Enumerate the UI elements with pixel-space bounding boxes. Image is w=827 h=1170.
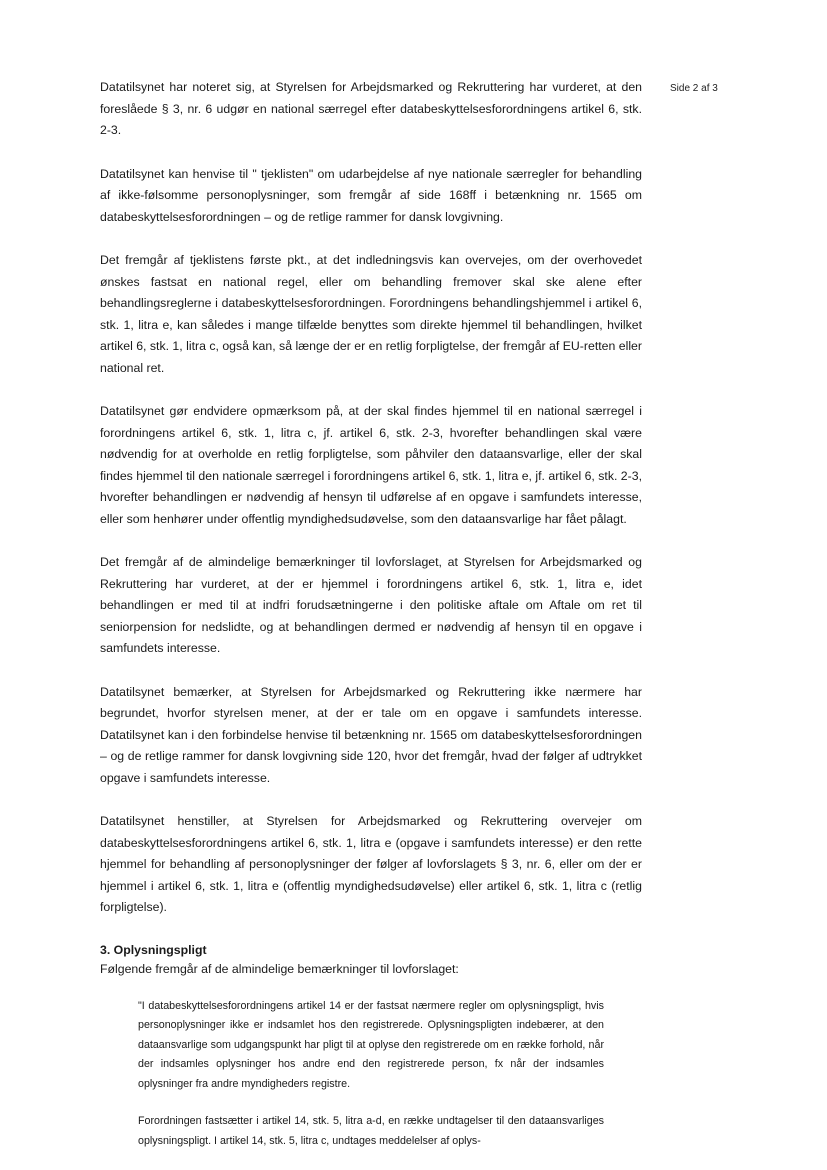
quote-paragraph-1: "I databeskyttelsesforordningens artikel 14 er der fastsat nærmere regler om oplysningspligt, hvis personoplysninger ikke er indsamlet hos den registrerede. Oplysningspligten indebærer, at den dataansvarlige som udgangspunkt har pligt til at oplyse den registrerede om en række forhold, når der indsamles oplysninger hos andre end den registrerede person, fx når der indsamles oplysninger fra andre myndigheders registre.	[138, 999, 604, 1090]
paragraph-5: Det fremgår af de almindelige bemærkninger til lovforslaget, at Styrelsen for Arbejdsmarked og Rekruttering har vurderet, at der er hjemmel i forordningens artikel 6, stk. 1, litra e, idet behandlingen er med til at indfri forudsætningerne i den politiske aftale om Aftale om ret til seniorpension for nedslidte, og at behandlingen dermed er nødvendig af hensyn til en opgave i samfundets interesse.	[100, 555, 642, 655]
section-heading: 3. Oplysningspligt	[100, 942, 207, 957]
quote-paragraph-2: Forordningen fastsætter i artikel 14, stk. 5, litra a-d, en række undtagelser til den dataansvarliges oplysningspligt. I artikel 14, stk. 5, litra c, undtages meddelelser af oplys-	[138, 1115, 604, 1148]
paragraph-1: Datatilsynet har noteret sig, at Styrelsen for Arbejdsmarked og Rekruttering har vurderet, at den foreslåede § 3, nr. 6 udgør en national særregel efter databeskyttelsesforordningens artikel 6, stk. 2-3.	[100, 80, 642, 137]
paragraph-3: Det fremgår af tjeklistens første pkt., at det indledningsvis kan overvejes, om der overhovedet ønskes fastsat en national regel, eller om behandling fremover skal ske alene efter behandlingsreglerne i databeskyttelsesforordningen. Forordningens behandlingshjemmel i artikel 6, stk. 1, litra e, kan således i mange tilfælde benyttes som direkte hjemmel til behandlingen, hvilket artikel 6, stk. 1, litra c, også kan, så længe der er en retlig forpligtelse, der fremgår af EU-retten eller national ret.	[100, 253, 642, 375]
paragraph-6: Datatilsynet bemærker, at Styrelsen for Arbejdsmarked og Rekruttering ikke nærmere har begrundet, hvorfor styrelsen mener, at der er tale om en opgave i samfundets interesse. Datatilsynet kan i den forbindelse henvise til betænkning nr. 1565 om databeskyttelsesforordningen – og de retlige rammer for dansk lovgivning side 120, hvor det fremgår, hvad der følger af udtrykket opgave i samfundets interesse.	[100, 684, 642, 785]
section-intro: Følgende fremgår af de almindelige bemærkninger til lovforslaget:	[100, 961, 459, 976]
paragraph-2: Datatilsynet kan henvise til " tjeklisten" om udarbejdelse af nye nationale særregler for behandling af ikke-følsomme personoplysninger, som fremgår af side 168ff i betænkning nr. 1565 om databeskyttelsesforordningen – og de retlige rammer for dansk lovgivning.	[100, 166, 642, 224]
block-quote	[138, 997, 604, 1152]
paragraph-7: Datatilsynet henstiller, at Styrelsen for Arbejdsmarked og Rekruttering overvejer om databeskyttelsesforordningens artikel 6, stk. 1, litra e (opgave i samfundets interesse) er den rette hjemmel for behandling af personoplysninger der følger af lovforslagets § 3, nr. 6, eller om der er hjemmel i artikel 6, stk. 1, litra e (offentlig myndighedsudøvelse) eller artikel 6, stk. 1, litra c (retlig forpligtelse).	[100, 814, 642, 914]
page-number: Side 2 af 3	[670, 83, 718, 94]
paragraph-4: Datatilsynet gør endvidere opmærksom på, at der skal findes hjemmel til en national særregel i forordningens artikel 6, stk. 1, litra c, jf. artikel 6, stk. 2-3, hvorefter behandlingen skal være nødvendig for at overholde en retlig forpligtelse, som påhviler den dataansvarlige, eller der skal findes hjemmel til den nationale særregel i forordningens artikel 6, stk. 1, litra e, jf. artikel 6, stk. 2-3, hvorefter behandlingen er nødvendig af hensyn til udførelse af en opgave i samfundets interesse, eller som henhører under offentlig myndighedsudøvelse, som den dataansvarlige har fået pålagt.	[100, 404, 642, 526]
document-body	[100, 77, 642, 1170]
